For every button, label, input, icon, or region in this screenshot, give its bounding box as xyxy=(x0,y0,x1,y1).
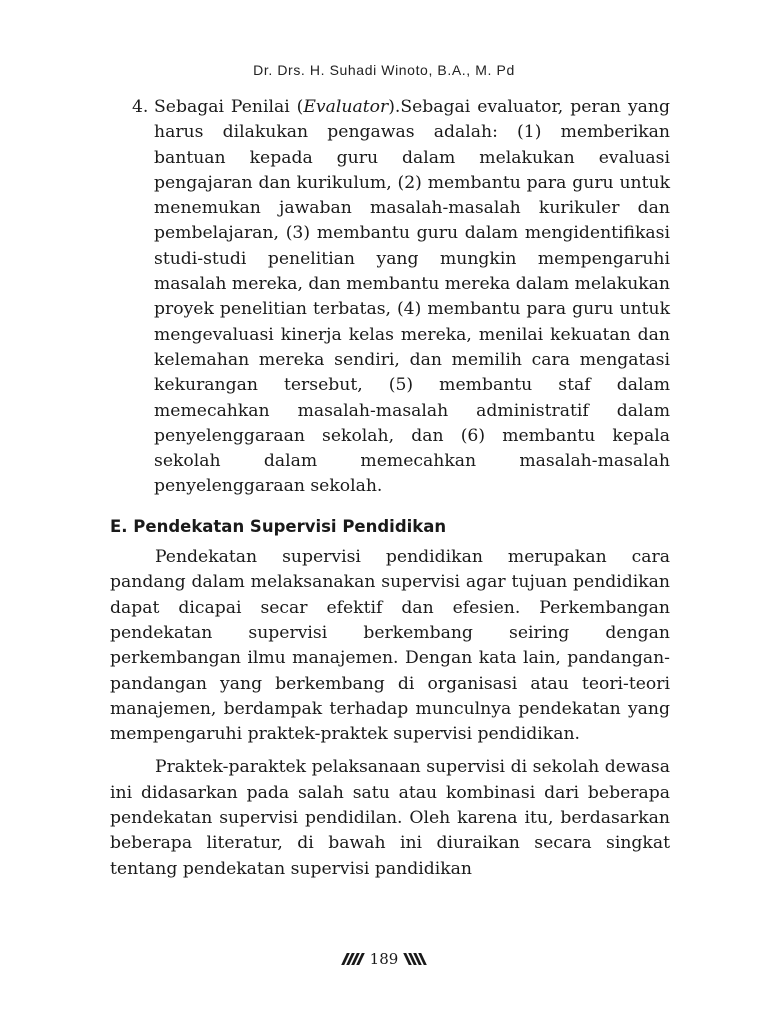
page-number: 189 xyxy=(369,950,399,968)
list-item-evaluator xyxy=(132,95,670,500)
paragraph: Pendekatan supervisi pendidikan merupakan cara pandang dalam melaksanakan supervisi agar tujuan pendidikan dapat dicapai secar efektif dan efesien. Perkembangan pendekatan supervisi berkembang seiring dengan perkembangan ilmu manajemen. Dengan kata lain, pandangan-pandangan yang berkembang di organisasi atau teori-teori manajemen, berdampak terhadap munculnya pendekatan yang mempengaruhi praktek-praktek supervisi pendidikan. xyxy=(110,547,670,745)
list-number: 4. xyxy=(132,97,149,117)
section-heading: E. Pendekatan Supervisi Pendidikan xyxy=(110,516,447,536)
list-lead: Sebagai Penilai ( xyxy=(154,97,304,117)
right-slash-ornament-icon xyxy=(406,953,424,965)
list-term: Evaluator xyxy=(303,97,389,117)
left-slash-ornament-icon xyxy=(344,953,362,965)
list-body: ).Sebagai evaluator, peran yang harus dilakukan pengawas adalah: (1) memberikan bantuan kepada guru dalam melakukan evaluasi pengajaran dan kurikulum, (2) membantu para guru untuk menemukan jawaban masalah-masalah kurikuler dan pembelajaran, (3) membantu guru dalam mengidentifikasi studi-studi penelitian yang mungkin mempengaruhi masalah mereka, dan membantu mereka dalam melakukan proyek penelitian terbatas, (4) membantu para guru untuk mengevaluasi kinerja kelas mereka, menilai kekuatan dan kelemahan mereka sendiri, dan memilih cara mengatasi kekurangan tersebut, (5) membantu staf dalam memecahkan masalah-masalah administratif dalam penyelenggaraan sekolah, dan (6) membantu kepala sekolah dalam memecahkan masalah-masalah penyelenggaraan sekolah. xyxy=(154,97,670,497)
list-text xyxy=(154,95,670,500)
running-header: Dr. Drs. H. Suhadi Winoto, B.A., M. Pd xyxy=(253,62,515,78)
page-body xyxy=(110,95,670,890)
page-footer xyxy=(0,950,768,968)
paragraph: Praktek-paraktek pelaksanaan supervisi di sekolah dewasa ini didasarkan pada salah satu atau kombinasi dari beberapa pendekatan supervisi pendidilan. Oleh karena itu, berdasarkan beberapa literatur, di bawah ini diuraikan secara singkat tentang pendekatan supervisi pandidikan xyxy=(110,757,670,879)
